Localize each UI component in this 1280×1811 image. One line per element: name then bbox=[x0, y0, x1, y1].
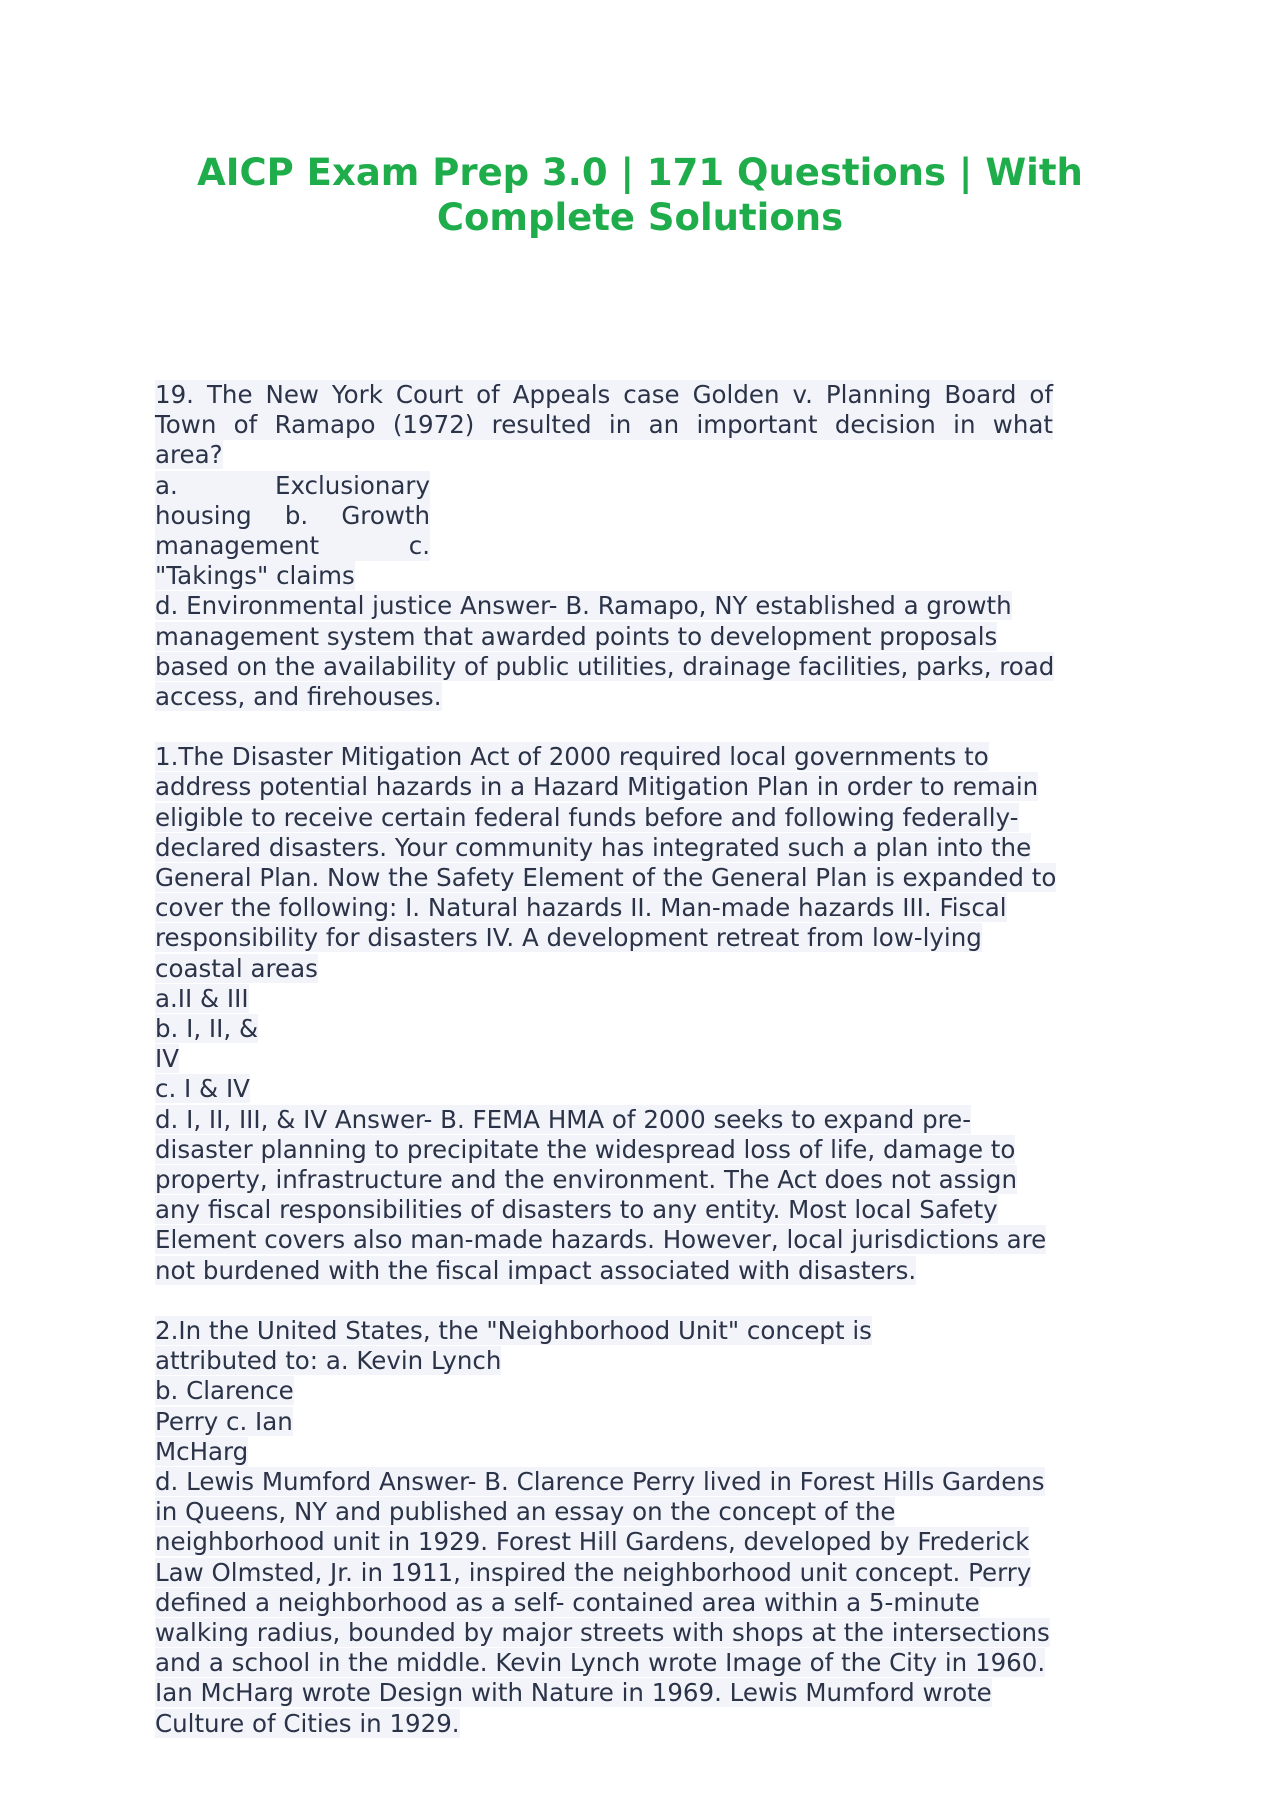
text-line: Ian McHarg wrote Design with Nature in 1969. Lewis Mumford wrote bbox=[155, 1678, 992, 1708]
text-line: declared disasters. Your community has integrated such a plan into the bbox=[155, 832, 1032, 862]
text-line: Law Olmsted, Jr. in 1911, inspired the neighborhood unit concept. Perry bbox=[155, 1557, 1032, 1587]
text-line: cover the following: I. Natural hazards II. Man-made hazards III. Fiscal bbox=[155, 893, 1007, 923]
text-line: attributed to: a. Kevin Lynch bbox=[155, 1346, 502, 1376]
text-line: and a school in the middle. Kevin Lynch wrote Image of the City in 1960. bbox=[155, 1648, 1046, 1678]
text-line: 2.In the United States, the "Neighborhood Unit" concept is bbox=[155, 1315, 872, 1345]
text-line: General Plan. Now the Safety Element of the General Plan is expanded to bbox=[155, 863, 1057, 893]
text-line: IV bbox=[155, 1044, 179, 1074]
text-line: coastal areas bbox=[155, 953, 318, 983]
text-line: not burdened with the fiscal impact associated with disasters. bbox=[155, 1255, 917, 1285]
document-title bbox=[150, 150, 1130, 240]
text-line: 19. The New York Court of Appeals case Golden v. Planning Board of bbox=[155, 380, 1053, 409]
text-line: "Takings" claims bbox=[155, 561, 355, 591]
text-line: Culture of Cities in 1929. bbox=[155, 1708, 460, 1738]
text-line: responsibility for disasters IV. A development retreat from low-lying bbox=[155, 923, 982, 953]
text-line: management system that awarded points to development proposals bbox=[155, 621, 998, 651]
text-line: d. I, II, III, & IV Answer- B. FEMA HMA of 2000 seeks to expand pre- bbox=[155, 1104, 972, 1134]
text-line: management c. bbox=[155, 531, 430, 561]
text-line: disaster planning to precipitate the widespread loss of life, damage to bbox=[155, 1134, 1016, 1164]
text-line: c. I & IV bbox=[155, 1074, 250, 1104]
text-line: Town of Ramapo (1972) resulted in an important decision in what bbox=[155, 410, 1053, 440]
question-19 bbox=[155, 380, 1125, 712]
text-line: Element covers also man-made hazards. However, local jurisdictions are bbox=[155, 1225, 1047, 1255]
text-line: b. I, II, & bbox=[155, 1014, 259, 1044]
text-line: a.II & III bbox=[155, 983, 249, 1013]
text-line: d. Lewis Mumford Answer- B. Clarence Perry lived in Forest Hills Gardens bbox=[155, 1466, 1045, 1496]
text-line: in Queens, NY and published an essay on the concept of the bbox=[155, 1497, 896, 1527]
text-line: d. Environmental justice Answer- B. Ramapo, NY established a growth bbox=[155, 591, 1012, 621]
text-line: area? bbox=[155, 440, 223, 470]
document-body bbox=[155, 380, 1125, 1769]
text-line: neighborhood unit in 1929. Forest Hill Gardens, developed by Frederick bbox=[155, 1527, 1030, 1557]
text-line: Perry c. Ian bbox=[155, 1406, 293, 1436]
text-line: b. Clarence bbox=[155, 1376, 294, 1406]
text-line: McHarg bbox=[155, 1436, 249, 1466]
text-line: eligible to receive certain federal funds before and following federally- bbox=[155, 802, 1019, 832]
text-line: 1.The Disaster Mitigation Act of 2000 required local governments to bbox=[155, 742, 989, 772]
text-line: a. Exclusionary bbox=[155, 470, 430, 500]
question-1 bbox=[155, 742, 1125, 1286]
text-line: walking radius, bounded by major streets with shops at the intersections bbox=[155, 1617, 1050, 1647]
text-line: property, infrastructure and the environment. The Act does not assign bbox=[155, 1165, 1018, 1195]
text-line: access, and firehouses. bbox=[155, 682, 442, 712]
title-line-2: Complete Solutions bbox=[436, 196, 844, 239]
text-line: housing b. Growth bbox=[155, 500, 430, 530]
text-line: any fiscal responsibilities of disasters to any entity. Most local Safety bbox=[155, 1195, 998, 1225]
title-line-1: AICP Exam Prep 3.0 | 171 Questions | With bbox=[197, 151, 1083, 194]
text-line: defined a neighborhood as a self- contained area within a 5-minute bbox=[155, 1587, 980, 1617]
text-line: address potential hazards in a Hazard Mitigation Plan in order to remain bbox=[155, 772, 1039, 802]
text-line: based on the availability of public utilities, drainage facilities, parks, road bbox=[155, 651, 1055, 681]
question-2 bbox=[155, 1316, 1125, 1739]
